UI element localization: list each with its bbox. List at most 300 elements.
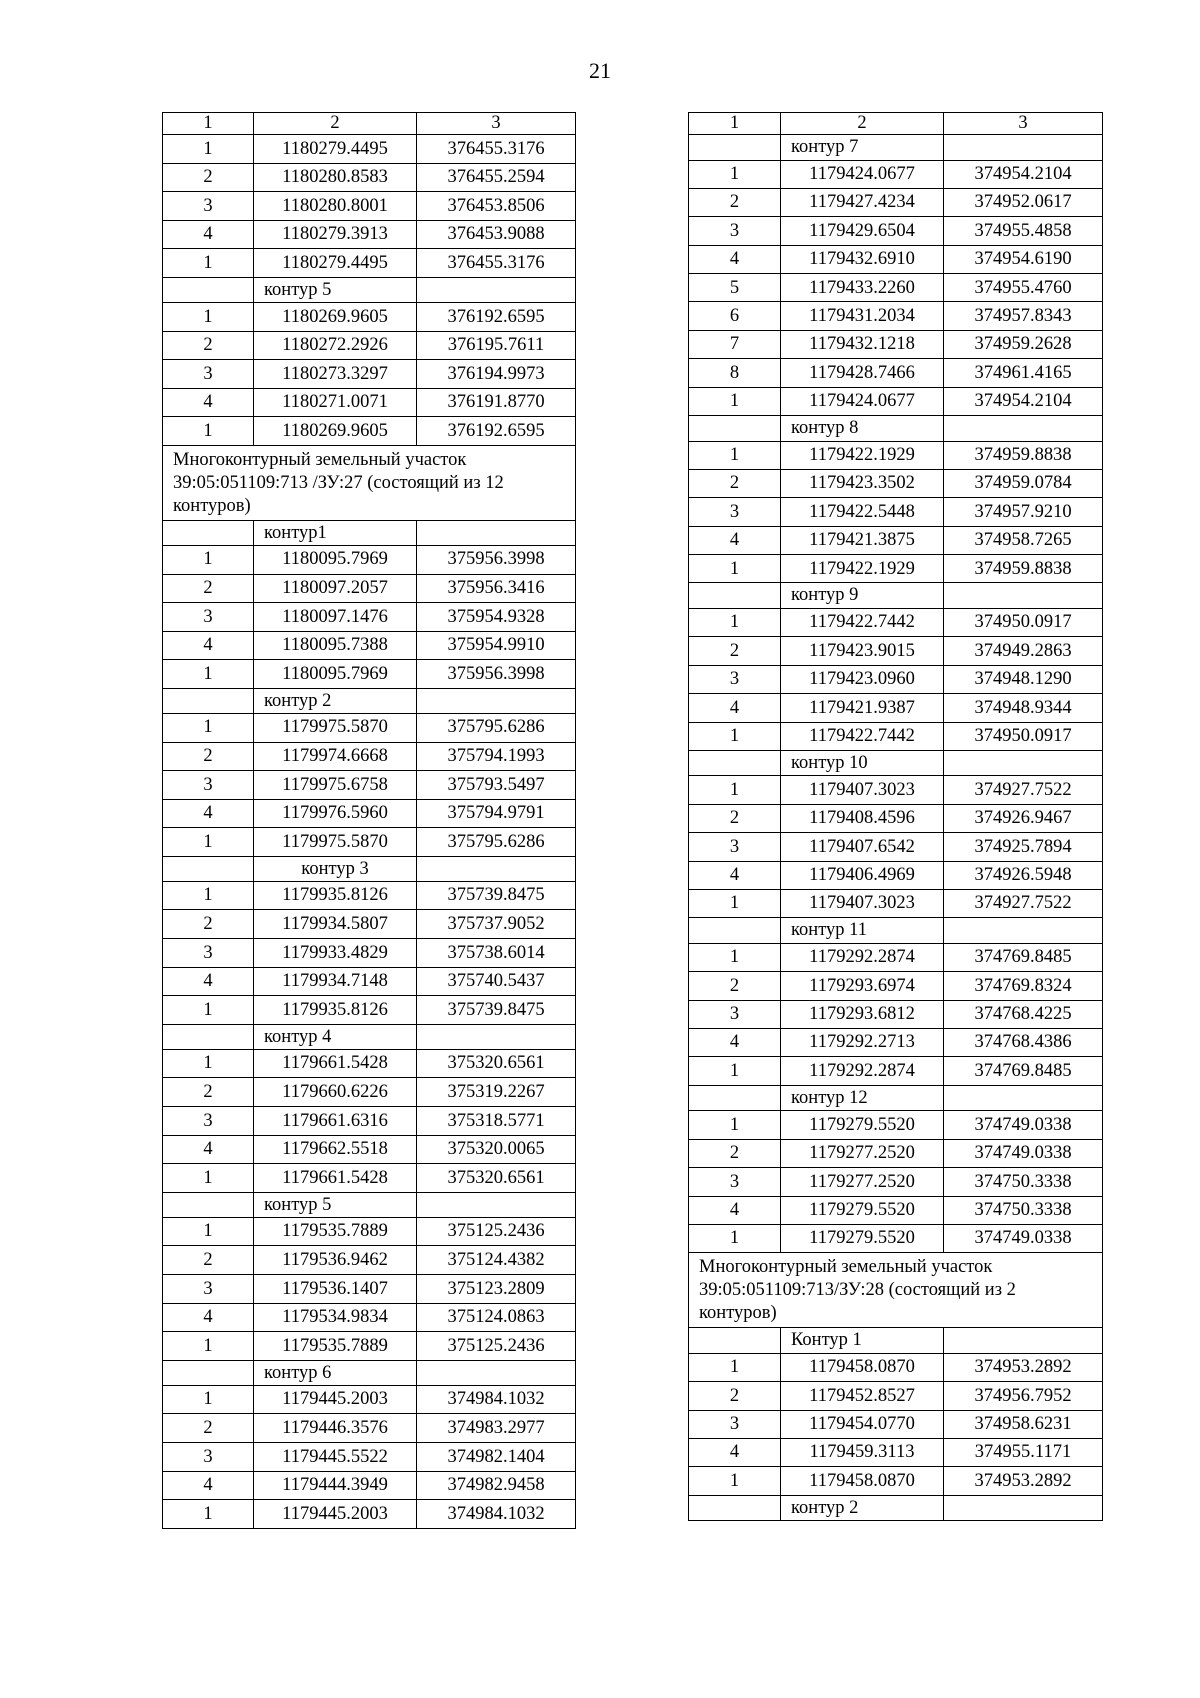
- table-row: [163, 1107, 576, 1136]
- x-coordinate-cell: 1179277.2520: [781, 1168, 944, 1196]
- point-number-cell: 2: [689, 469, 781, 497]
- table-row: [163, 713, 576, 742]
- y-coordinate-cell: 374749.0338: [944, 1139, 1103, 1167]
- y-coordinate-cell: 374953.2892: [944, 1353, 1103, 1381]
- contour-row: [689, 416, 1103, 442]
- x-coordinate-cell: 1179279.5520: [781, 1224, 944, 1252]
- table-row: [163, 1414, 576, 1443]
- page-number: 21: [589, 58, 611, 83]
- point-number-cell: 4: [163, 631, 254, 660]
- point-number-cell: 2: [689, 1382, 781, 1410]
- y-coordinate-cell: 375124.4382: [417, 1246, 576, 1275]
- contour-label: контур 10: [781, 750, 944, 776]
- y-coordinate-cell: 375739.8475: [417, 996, 576, 1025]
- contour-label: контур1: [254, 520, 417, 545]
- empty-cell: [944, 1085, 1103, 1111]
- x-coordinate-cell: 1180273.3297: [254, 360, 417, 389]
- x-coordinate-cell: 1179534.9834: [254, 1303, 417, 1332]
- table-row: [689, 1438, 1103, 1466]
- y-coordinate-cell: 374925.7894: [944, 833, 1103, 861]
- x-coordinate-cell: 1179935.8126: [254, 881, 417, 910]
- parcel-description: Многоконтурный земельный участок 39:05:051109:713/ЗУ:28 (состоящий из 2 контуров): [689, 1253, 1103, 1328]
- empty-cell: [163, 277, 254, 302]
- x-coordinate-cell: 1179432.6910: [781, 245, 944, 273]
- point-number-cell: 2: [689, 1139, 781, 1167]
- y-coordinate-cell: 374957.8343: [944, 302, 1103, 330]
- table-row: [163, 1332, 576, 1361]
- x-coordinate-cell: 1179422.5448: [781, 498, 944, 526]
- contour-label: контур 5: [254, 1192, 417, 1217]
- point-number-cell: 4: [689, 861, 781, 889]
- x-coordinate-cell: 1179452.8527: [781, 1382, 944, 1410]
- x-coordinate-cell: 1180095.7969: [254, 660, 417, 689]
- point-number-cell: 1: [163, 996, 254, 1025]
- y-coordinate-cell: 376455.2594: [417, 163, 576, 192]
- point-number-cell: 2: [163, 1414, 254, 1443]
- y-coordinate-cell: 374959.2628: [944, 330, 1103, 358]
- point-number-cell: 4: [689, 694, 781, 722]
- x-coordinate-cell: 1179446.3576: [254, 1414, 417, 1443]
- table-row: [163, 660, 576, 689]
- y-coordinate-cell: 374955.4858: [944, 217, 1103, 245]
- x-coordinate-cell: 1180095.7969: [254, 545, 417, 574]
- y-coordinate-cell: 375737.9052: [417, 910, 576, 939]
- empty-cell: [417, 1192, 576, 1217]
- point-number-cell: 1: [689, 722, 781, 750]
- y-coordinate-cell: 374927.7522: [944, 776, 1103, 804]
- point-number-cell: 5: [689, 274, 781, 302]
- point-number-cell: 1: [689, 889, 781, 917]
- table-row: [163, 249, 576, 278]
- empty-cell: [689, 750, 781, 776]
- table-row: [689, 722, 1103, 750]
- point-number-cell: 2: [689, 188, 781, 216]
- y-coordinate-cell: 374954.2104: [944, 387, 1103, 415]
- table-row: [689, 555, 1103, 583]
- y-coordinate-cell: 374769.8485: [944, 943, 1103, 971]
- point-number-cell: 8: [689, 359, 781, 387]
- x-coordinate-cell: 1179293.6974: [781, 972, 944, 1000]
- y-coordinate-cell: 374982.1404: [417, 1442, 576, 1471]
- table-row: [163, 742, 576, 771]
- y-coordinate-cell: 374950.0917: [944, 722, 1103, 750]
- point-number-cell: 1: [163, 1049, 254, 1078]
- point-number-cell: 3: [163, 939, 254, 968]
- point-number-cell: 3: [689, 1410, 781, 1438]
- contour-row: [163, 1360, 576, 1385]
- table-row: [689, 1196, 1103, 1224]
- column-header: 1: [163, 113, 254, 135]
- x-coordinate-cell: 1179406.4969: [781, 861, 944, 889]
- table-row: [689, 943, 1103, 971]
- x-coordinate-cell: 1179424.0677: [781, 387, 944, 415]
- x-coordinate-cell: 1179445.5522: [254, 1442, 417, 1471]
- point-number-cell: 1: [689, 776, 781, 804]
- empty-cell: [689, 1495, 781, 1521]
- table-row: [689, 608, 1103, 636]
- point-number-cell: 6: [689, 302, 781, 330]
- contour-row: [689, 1085, 1103, 1111]
- point-number-cell: 1: [689, 555, 781, 583]
- contour-row: [163, 688, 576, 713]
- point-number-cell: 1: [163, 1500, 254, 1529]
- empty-cell: [944, 135, 1103, 161]
- y-coordinate-cell: 374983.2977: [417, 1414, 576, 1443]
- point-number-cell: 1: [163, 828, 254, 857]
- point-number-cell: 1: [689, 943, 781, 971]
- table-row: [689, 665, 1103, 693]
- empty-cell: [417, 520, 576, 545]
- parcel-description: Многоконтурный земельный участок 39:05:051109:713 /ЗУ:27 (состоящий из 12 контуров): [163, 445, 576, 520]
- point-number-cell: 1: [689, 1057, 781, 1085]
- y-coordinate-cell: 374955.1171: [944, 1438, 1103, 1466]
- empty-cell: [689, 918, 781, 944]
- x-coordinate-cell: 1179661.6316: [254, 1107, 417, 1136]
- point-number-cell: 1: [163, 249, 254, 278]
- point-number-cell: 7: [689, 330, 781, 358]
- y-coordinate-cell: 375739.8475: [417, 881, 576, 910]
- table-row: [163, 828, 576, 857]
- table-row: [689, 1139, 1103, 1167]
- point-number-cell: 4: [163, 799, 254, 828]
- x-coordinate-cell: 1179934.7148: [254, 967, 417, 996]
- x-coordinate-cell: 1179279.5520: [781, 1111, 944, 1139]
- table-row: [163, 939, 576, 968]
- table-row: [163, 1500, 576, 1529]
- table-row: [163, 388, 576, 417]
- y-coordinate-cell: 375794.9791: [417, 799, 576, 828]
- x-coordinate-cell: 1179408.4596: [781, 804, 944, 832]
- table-row: [689, 861, 1103, 889]
- y-coordinate-cell: 374750.3338: [944, 1168, 1103, 1196]
- y-coordinate-cell: 374954.2104: [944, 160, 1103, 188]
- empty-cell: [944, 1495, 1103, 1521]
- table-row: [689, 694, 1103, 722]
- column-header: 2: [254, 113, 417, 135]
- y-coordinate-cell: 374958.7265: [944, 526, 1103, 554]
- coordinates-table-right: [688, 112, 1103, 1521]
- y-coordinate-cell: 376194.9973: [417, 360, 576, 389]
- point-number-cell: 2: [163, 163, 254, 192]
- point-number-cell: 2: [163, 574, 254, 603]
- x-coordinate-cell: 1180097.2057: [254, 574, 417, 603]
- empty-cell: [689, 583, 781, 609]
- table-row: [163, 1303, 576, 1332]
- table-row: [163, 771, 576, 800]
- table-row: [689, 972, 1103, 1000]
- x-coordinate-cell: 1179429.6504: [781, 217, 944, 245]
- x-coordinate-cell: 1179421.3875: [781, 526, 944, 554]
- x-coordinate-cell: 1179277.2520: [781, 1139, 944, 1167]
- y-coordinate-cell: 374948.1290: [944, 665, 1103, 693]
- y-coordinate-cell: 375956.3998: [417, 660, 576, 689]
- contour-label: контур 2: [254, 688, 417, 713]
- point-number-cell: 2: [163, 742, 254, 771]
- parcel-note-row: [689, 1253, 1103, 1328]
- table-row: [163, 331, 576, 360]
- table-row: [163, 574, 576, 603]
- table-row: [689, 1057, 1103, 1085]
- point-number-cell: 1: [163, 1385, 254, 1414]
- empty-cell: [689, 416, 781, 442]
- coordinates-table-left: [162, 112, 576, 1529]
- table-row: [163, 302, 576, 331]
- point-number-cell: 3: [163, 771, 254, 800]
- table-row: [689, 188, 1103, 216]
- point-number-cell: 3: [689, 1000, 781, 1028]
- table-row: [163, 967, 576, 996]
- table-row: [689, 359, 1103, 387]
- x-coordinate-cell: 1179422.7442: [781, 722, 944, 750]
- y-coordinate-cell: 374955.4760: [944, 274, 1103, 302]
- table-row: [163, 1164, 576, 1193]
- table-row: [163, 603, 576, 632]
- table-row: [163, 360, 576, 389]
- table-row: [163, 1246, 576, 1275]
- x-coordinate-cell: 1179444.3949: [254, 1471, 417, 1500]
- x-coordinate-cell: 1180269.9605: [254, 417, 417, 446]
- x-coordinate-cell: 1179293.6812: [781, 1000, 944, 1028]
- column-header: 3: [944, 113, 1103, 135]
- contour-label: контур 7: [781, 135, 944, 161]
- point-number-cell: 3: [163, 1107, 254, 1136]
- point-number-cell: 1: [163, 1332, 254, 1361]
- contour-label: Контур 1: [781, 1328, 944, 1354]
- x-coordinate-cell: 1179424.0677: [781, 160, 944, 188]
- y-coordinate-cell: 375319.2267: [417, 1078, 576, 1107]
- x-coordinate-cell: 1179975.6758: [254, 771, 417, 800]
- empty-cell: [417, 688, 576, 713]
- contour-row: [163, 856, 576, 881]
- contour-label: контур 11: [781, 918, 944, 944]
- y-coordinate-cell: 375954.9910: [417, 631, 576, 660]
- y-coordinate-cell: 375125.2436: [417, 1332, 576, 1361]
- empty-cell: [944, 918, 1103, 944]
- point-number-cell: 1: [689, 1353, 781, 1381]
- x-coordinate-cell: 1179431.2034: [781, 302, 944, 330]
- y-coordinate-cell: 375124.0863: [417, 1303, 576, 1332]
- y-coordinate-cell: 374950.0917: [944, 608, 1103, 636]
- x-coordinate-cell: 1180269.9605: [254, 302, 417, 331]
- y-coordinate-cell: 374952.0617: [944, 188, 1103, 216]
- table-row: [163, 1442, 576, 1471]
- table-row: [689, 526, 1103, 554]
- table-row: [689, 160, 1103, 188]
- x-coordinate-cell: 1179660.6226: [254, 1078, 417, 1107]
- table-row: [163, 631, 576, 660]
- empty-cell: [689, 1328, 781, 1354]
- x-coordinate-cell: 1180279.3913: [254, 220, 417, 249]
- table-row: [689, 776, 1103, 804]
- x-coordinate-cell: 1179407.3023: [781, 889, 944, 917]
- table-row: [689, 1382, 1103, 1410]
- y-coordinate-cell: 376191.8770: [417, 388, 576, 417]
- y-coordinate-cell: 375738.6014: [417, 939, 576, 968]
- x-coordinate-cell: 1179445.2003: [254, 1500, 417, 1529]
- contour-label: контур 6: [254, 1360, 417, 1385]
- x-coordinate-cell: 1179535.7889: [254, 1217, 417, 1246]
- table-row: [689, 441, 1103, 469]
- column-header: 3: [417, 113, 576, 135]
- y-coordinate-cell: 375123.2809: [417, 1275, 576, 1304]
- x-coordinate-cell: 1179422.1929: [781, 441, 944, 469]
- contour-row: [689, 135, 1103, 161]
- empty-cell: [163, 520, 254, 545]
- y-coordinate-cell: 376455.3176: [417, 135, 576, 164]
- table-row: [689, 245, 1103, 273]
- table-row: [689, 498, 1103, 526]
- y-coordinate-cell: 375794.1993: [417, 742, 576, 771]
- empty-cell: [163, 1192, 254, 1217]
- x-coordinate-cell: 1179427.4234: [781, 188, 944, 216]
- y-coordinate-cell: 375954.9328: [417, 603, 576, 632]
- table-row: [163, 135, 576, 164]
- point-number-cell: 1: [689, 1224, 781, 1252]
- table-row: [163, 881, 576, 910]
- y-coordinate-cell: 375740.5437: [417, 967, 576, 996]
- y-coordinate-cell: 375320.6561: [417, 1049, 576, 1078]
- y-coordinate-cell: 374749.0338: [944, 1111, 1103, 1139]
- x-coordinate-cell: 1179459.3113: [781, 1438, 944, 1466]
- point-number-cell: 1: [163, 302, 254, 331]
- table-header-row: [689, 113, 1103, 135]
- point-number-cell: 2: [163, 1246, 254, 1275]
- y-coordinate-cell: 374984.1032: [417, 1500, 576, 1529]
- contour-row: [163, 1024, 576, 1049]
- point-number-cell: 1: [163, 417, 254, 446]
- contour-row: [163, 277, 576, 302]
- x-coordinate-cell: 1179407.3023: [781, 776, 944, 804]
- x-coordinate-cell: 1180271.0071: [254, 388, 417, 417]
- table-row: [689, 1410, 1103, 1438]
- table-row: [163, 996, 576, 1025]
- y-coordinate-cell: 374749.0338: [944, 1224, 1103, 1252]
- x-coordinate-cell: 1179445.2003: [254, 1385, 417, 1414]
- point-number-cell: 2: [163, 910, 254, 939]
- x-coordinate-cell: 1179422.1929: [781, 555, 944, 583]
- point-number-cell: 4: [163, 967, 254, 996]
- contour-row: [689, 1328, 1103, 1354]
- point-number-cell: 4: [689, 1438, 781, 1466]
- table-row: [689, 1000, 1103, 1028]
- empty-cell: [163, 856, 254, 881]
- point-number-cell: 4: [163, 1135, 254, 1164]
- x-coordinate-cell: 1179975.5870: [254, 713, 417, 742]
- y-coordinate-cell: 375793.5497: [417, 771, 576, 800]
- point-number-cell: 2: [163, 1078, 254, 1107]
- table-row: [163, 417, 576, 446]
- point-number-cell: 1: [163, 881, 254, 910]
- point-number-cell: 4: [689, 1029, 781, 1057]
- contour-row: [163, 1192, 576, 1217]
- y-coordinate-cell: 374768.4225: [944, 1000, 1103, 1028]
- y-coordinate-cell: 374953.2892: [944, 1467, 1103, 1495]
- table-row: [689, 302, 1103, 330]
- x-coordinate-cell: 1179292.2713: [781, 1029, 944, 1057]
- table-row: [163, 1078, 576, 1107]
- x-coordinate-cell: 1180279.4495: [254, 249, 417, 278]
- point-number-cell: 4: [163, 1303, 254, 1332]
- table-row: [163, 545, 576, 574]
- point-number-cell: 3: [163, 192, 254, 221]
- x-coordinate-cell: 1179454.0770: [781, 1410, 944, 1438]
- x-coordinate-cell: 1179421.9387: [781, 694, 944, 722]
- empty-cell: [689, 1085, 781, 1111]
- x-coordinate-cell: 1180095.7388: [254, 631, 417, 660]
- point-number-cell: 1: [689, 160, 781, 188]
- y-coordinate-cell: 376453.9088: [417, 220, 576, 249]
- contour-row: [163, 520, 576, 545]
- x-coordinate-cell: 1179662.5518: [254, 1135, 417, 1164]
- x-coordinate-cell: 1179423.0960: [781, 665, 944, 693]
- point-number-cell: 1: [689, 1467, 781, 1495]
- x-coordinate-cell: 1179935.8126: [254, 996, 417, 1025]
- point-number-cell: 1: [163, 545, 254, 574]
- table-row: [163, 220, 576, 249]
- y-coordinate-cell: 374926.5948: [944, 861, 1103, 889]
- contour-label: контур 12: [781, 1085, 944, 1111]
- empty-cell: [944, 1328, 1103, 1354]
- empty-cell: [417, 1360, 576, 1385]
- x-coordinate-cell: 1179279.5520: [781, 1196, 944, 1224]
- point-number-cell: 3: [163, 1275, 254, 1304]
- y-coordinate-cell: 374956.7952: [944, 1382, 1103, 1410]
- x-coordinate-cell: 1179407.6542: [781, 833, 944, 861]
- point-number-cell: 3: [689, 498, 781, 526]
- table-row: [163, 1135, 576, 1164]
- table-row: [163, 1471, 576, 1500]
- point-number-cell: 3: [689, 217, 781, 245]
- table-header-row: [163, 113, 576, 135]
- contour-row: [689, 750, 1103, 776]
- y-coordinate-cell: 376453.8506: [417, 192, 576, 221]
- x-coordinate-cell: 1179536.9462: [254, 1246, 417, 1275]
- table-row: [163, 192, 576, 221]
- empty-cell: [944, 750, 1103, 776]
- contour-row: [689, 918, 1103, 944]
- point-number-cell: 3: [163, 1442, 254, 1471]
- empty-cell: [163, 1024, 254, 1049]
- table-row: [689, 387, 1103, 415]
- empty-cell: [417, 277, 576, 302]
- point-number-cell: 1: [163, 1164, 254, 1193]
- empty-cell: [944, 583, 1103, 609]
- point-number-cell: 4: [689, 1196, 781, 1224]
- point-number-cell: 2: [689, 804, 781, 832]
- table-row: [689, 637, 1103, 665]
- x-coordinate-cell: 1179535.7889: [254, 1332, 417, 1361]
- x-coordinate-cell: 1179433.2260: [781, 274, 944, 302]
- contour-label: контур 9: [781, 583, 944, 609]
- x-coordinate-cell: 1179458.0870: [781, 1467, 944, 1495]
- x-coordinate-cell: 1179458.0870: [781, 1353, 944, 1381]
- y-coordinate-cell: 374954.6190: [944, 245, 1103, 273]
- y-coordinate-cell: 376192.6595: [417, 302, 576, 331]
- x-coordinate-cell: 1180279.4495: [254, 135, 417, 164]
- y-coordinate-cell: 376192.6595: [417, 417, 576, 446]
- contour-row: [689, 1495, 1103, 1521]
- point-number-cell: 3: [689, 1168, 781, 1196]
- y-coordinate-cell: 374926.9467: [944, 804, 1103, 832]
- point-number-cell: 4: [163, 388, 254, 417]
- column-header: 1: [689, 113, 781, 135]
- table-row: [163, 163, 576, 192]
- table-row: [163, 1275, 576, 1304]
- x-coordinate-cell: 1179423.3502: [781, 469, 944, 497]
- point-number-cell: 3: [163, 603, 254, 632]
- table-row: [689, 1111, 1103, 1139]
- y-coordinate-cell: 374961.4165: [944, 359, 1103, 387]
